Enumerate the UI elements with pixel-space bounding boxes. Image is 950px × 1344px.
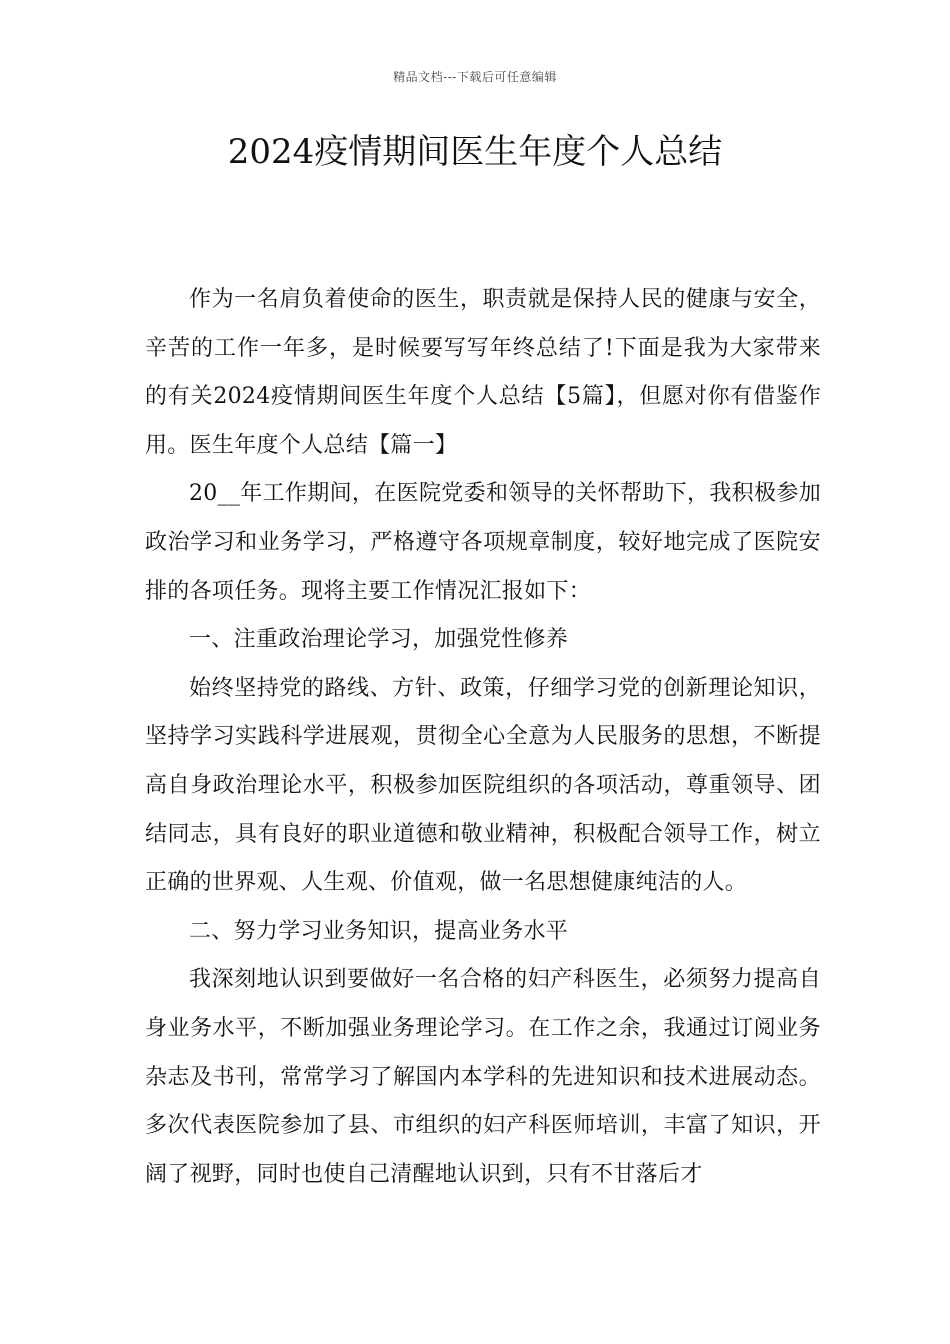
paragraph-professional-study: 我深刻地认识到要做好一名合格的妇产科医生，必须努力提高自身业务水平，不断加强业务理论学习。在工作之余，我通过订阅业务杂志及书刊，常常学习了解国内本学科的先进知识和技术进展动态。多次代表医院参加了县、市组织的妇产科医师培训，丰富了知识，开阔了视野，同时也使自己清醒地认识到，只有不甘落后才 bbox=[145, 967, 821, 1187]
paragraph-political-study: 始终坚持党的路线、方针、政策，仔细学习党的创新理论知识，坚持学习实践科学进展观，贯彻全心全意为人民服务的思想，不断提高自身政治理论水平，积极参加医院组织的各项活动，尊重领导、团结同志，具有良好的职业道德和敬业精神，积极配合领导工作，树立正确的世界观、人生观、价值观，做一名思想健康纯洁的人。 bbox=[145, 675, 821, 896]
document-title: 2024疫情期间医生年度个人总结 bbox=[227, 132, 723, 172]
section-heading-professional-study: 二、努力学习业务知识，提高业务水平 bbox=[189, 918, 569, 944]
header-note: 精品文档---下载后可任意编辑 bbox=[393, 70, 557, 84]
document-body bbox=[145, 276, 821, 1199]
section-heading-political-study: 一、注重政治理论学习，加强党性修养 bbox=[189, 627, 569, 653]
paragraph-work-overview: 20__年工作期间，在医院党委和领导的关怀帮助下，我积极参加政治学习和业务学习，严格遵守各项规章制度，较好地完成了医院安排的各项任务。现将主要工作情况汇报如下： bbox=[145, 481, 821, 604]
paragraph-intro: 作为一名肩负着使命的医生，职责就是保持人民的健康与安全，辛苦的工作一年多，是时候要写写年终总结了!下面是我为大家带来的有关2024疫情期间医生年度个人总结【5篇】，但愿对你有借鉴作用。医生年度个人总结【篇一】 bbox=[145, 287, 821, 458]
